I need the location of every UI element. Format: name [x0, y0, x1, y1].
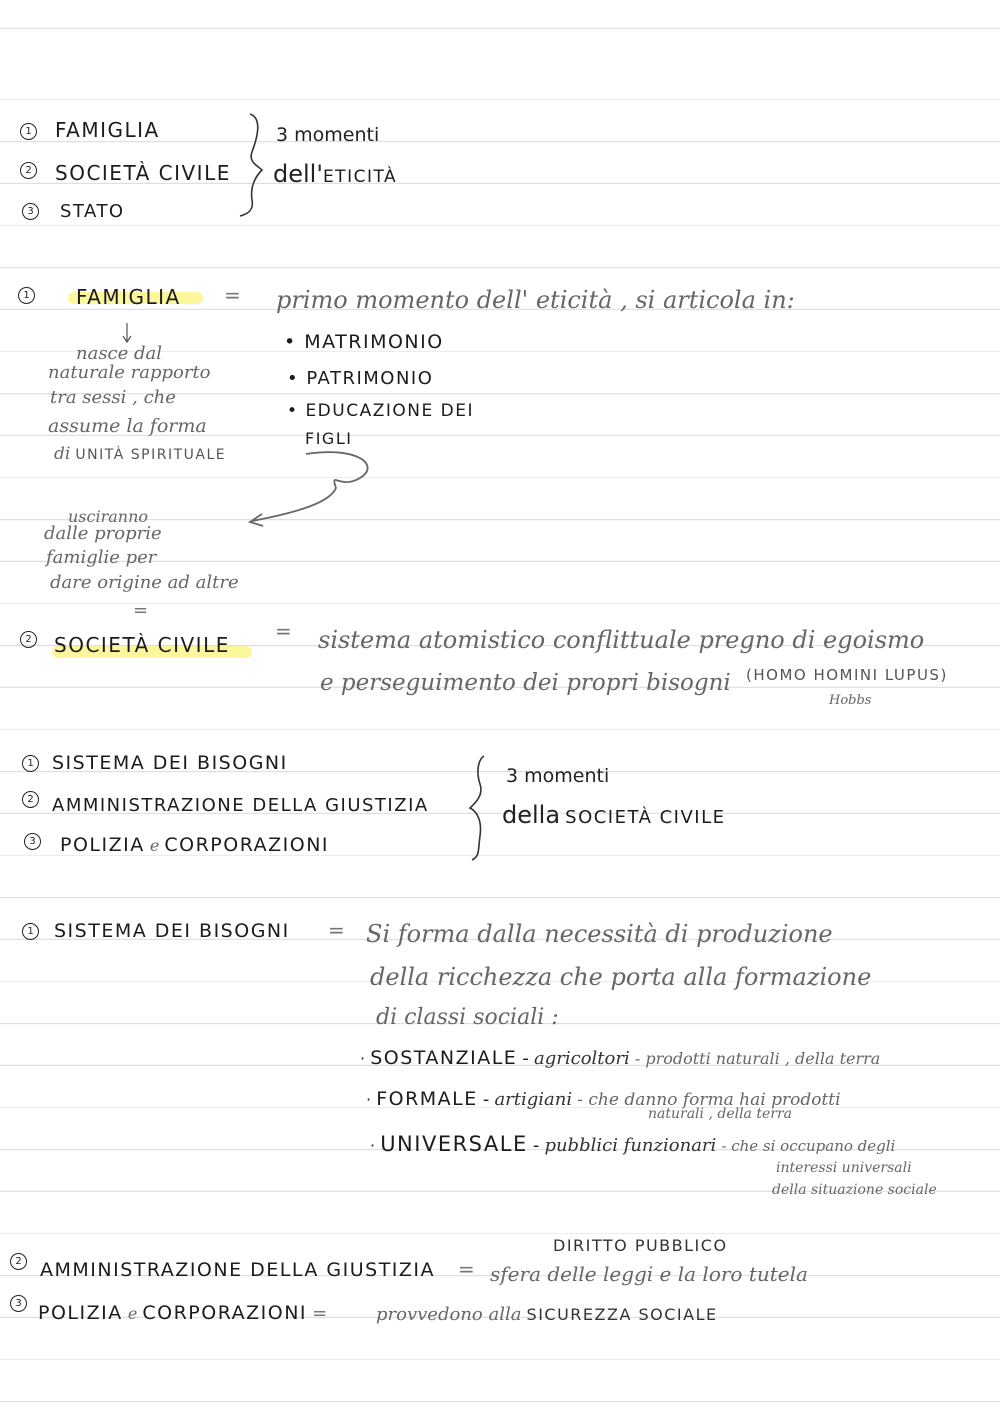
polizia-title-part1: POLIZIA [38, 1302, 123, 1324]
societa-definition-line2: e perseguimento dei propri bisogni [320, 670, 731, 696]
side-note-line: assume la forma [48, 415, 207, 437]
class-dash: - [532, 1135, 540, 1156]
brace-note-line1: 3 momenti [276, 124, 380, 146]
class-universale: · UNIVERSALE - pubblici funzionari - che si occupano degli [370, 1132, 896, 1156]
giustizia-header-above: DIRITTO PUBBLICO [553, 1236, 728, 1255]
bisogni-definition-line: Si forma dalla necessità di produzione [366, 920, 833, 948]
bisogni-definition-line: della ricchezza che porta alla formazione [370, 963, 872, 991]
moments-brace-line1: 3 momenti [506, 765, 610, 787]
side-note-last-line [54, 444, 226, 464]
bullet-matrimonio: • MATRIMONIO [284, 331, 444, 353]
bullet-label: MATRIMONIO [304, 331, 444, 353]
famiglia-definition: primo momento dell' eticità , si articola in: [276, 286, 795, 314]
brace-note-line2 [273, 160, 397, 188]
famiglia-number-badge: 1 [18, 287, 35, 304]
number-1-badge: 1 [20, 123, 37, 140]
class-name: UNIVERSALE [380, 1132, 528, 1156]
overview-item-stato: STATO [60, 201, 125, 222]
class-name: FORMALE [376, 1088, 478, 1110]
bullet-continuation: FIGLI [305, 429, 353, 448]
famiglia-equals: = [224, 283, 241, 307]
bullet-patrimonio: • PATRIMONIO [287, 368, 434, 389]
societa-title: SOCIETÀ CIVILE [54, 633, 230, 657]
arrow-note-line: dare origine ad altre [50, 572, 239, 593]
overview-item-societa: SOCIETÀ CIVILE [55, 161, 231, 185]
side-note-line: tra sessi , che [50, 387, 176, 408]
class-desc: - che si occupano degli [721, 1137, 896, 1155]
bisogni-title: SISTEMA DEI BISOGNI [54, 920, 290, 942]
societa-equals: = [275, 619, 292, 643]
polizia-number-badge: 3 [10, 1295, 27, 1312]
moment-2-badge: 2 [22, 791, 39, 808]
moment-polizia-part1: POLIZIA [60, 834, 145, 856]
polizia-connector: e [127, 1304, 138, 1323]
societa-quote: (HOMO HOMINI LUPUS) [746, 666, 948, 684]
arrow-note-line: famiglie per [46, 547, 157, 568]
class-desc-cont: interessi universali [776, 1160, 912, 1176]
curved-arrow [252, 452, 368, 521]
polizia-title-part2: CORPORAZIONI [142, 1302, 308, 1324]
class-dash: - [522, 1048, 529, 1069]
number-3-badge: 3 [22, 203, 39, 220]
class-formale: · FORMALE - artigiani - che danno forma hai prodotti [366, 1088, 841, 1110]
moment-amministrazione: AMMINISTRAZIONE DELLA GIUSTIZIA [52, 795, 429, 816]
arrowhead [250, 514, 263, 526]
polizia-definition [376, 1304, 718, 1325]
polizia-equals: = [312, 1303, 328, 1324]
bullet-educazione: • EDUCAZIONE DEI [287, 401, 474, 421]
class-desc-cont: naturali , della terra [648, 1106, 792, 1122]
moment-polizia-part2: CORPORAZIONI [164, 834, 330, 856]
bisogni-equals: = [328, 918, 345, 942]
moment-polizia [60, 834, 329, 856]
societa-definition-line1: sistema atomistico conflittuale pregno di egoismo [318, 626, 925, 654]
class-sostanziale: · SOSTANZIALE - agricoltori - prodotti naturali , della terra [360, 1047, 881, 1069]
brace-note-caps: ETICITÀ [322, 167, 398, 187]
moments-brace-line2 [502, 801, 726, 829]
number-2-badge: 2 [20, 162, 37, 179]
overview-item-famiglia: FAMIGLIA [55, 118, 160, 142]
arrow-note-line: usciranno [68, 507, 149, 526]
class-who: pubblici funzionari [544, 1135, 717, 1156]
arrow-note-equals: = [133, 600, 149, 621]
moments-brace-prefix: della [502, 801, 561, 829]
class-desc: - che danno forma hai prodotti [577, 1090, 841, 1110]
side-note-prefix: di [54, 444, 71, 464]
class-dash: - [482, 1089, 490, 1110]
class-name: SOSTANZIALE [370, 1047, 518, 1069]
polizia-definition-prefix: provvedono alla [376, 1304, 522, 1325]
side-note-caps: UNITÀ SPIRITUALE [75, 447, 227, 463]
class-desc: - prodotti naturali , della terra [634, 1049, 881, 1068]
moment-sistema-bisogni: SISTEMA DEI BISOGNI [52, 752, 288, 774]
bullet-label: PATRIMONIO [306, 368, 434, 389]
giustizia-number-badge: 2 [10, 1253, 27, 1270]
side-note-line: naturale rapporto [48, 362, 211, 383]
polizia-definition-caps: SICUREZZA SOCIALE [526, 1305, 718, 1324]
bisogni-definition-line: di classi sociali : [376, 1005, 559, 1030]
brace-societa-moments [470, 756, 484, 860]
class-who: agricoltori [534, 1048, 630, 1069]
societa-number-badge: 2 [20, 631, 37, 648]
brace-overview [240, 114, 262, 216]
polizia-title [38, 1302, 327, 1324]
giustizia-title: AMMINISTRAZIONE DELLA GIUSTIZIA [40, 1259, 436, 1281]
moment-1-badge: 1 [22, 755, 39, 772]
famiglia-title: FAMIGLIA [76, 285, 181, 309]
brace-note-prefix: dell' [273, 160, 323, 188]
bisogni-number-badge: 1 [22, 923, 39, 940]
giustizia-definition: sfera delle leggi e la loro tutela [490, 1262, 808, 1286]
giustizia-equals: = [458, 1257, 475, 1281]
moments-brace-caps: SOCIETÀ CIVILE [565, 807, 726, 828]
arrow-note-line: dalle proprie [44, 523, 162, 544]
class-who: artigiani [494, 1089, 573, 1110]
side-note-line: nasce dal [76, 343, 163, 364]
societa-quote-author: Hobbs [829, 693, 872, 708]
moment-polizia-connector: e [149, 836, 160, 855]
arrow-down-famiglia [123, 323, 131, 342]
moment-3-badge: 3 [24, 833, 41, 850]
class-desc-cont: della situazione sociale [772, 1182, 937, 1198]
bullet-label: EDUCAZIONE DEI [305, 401, 474, 421]
